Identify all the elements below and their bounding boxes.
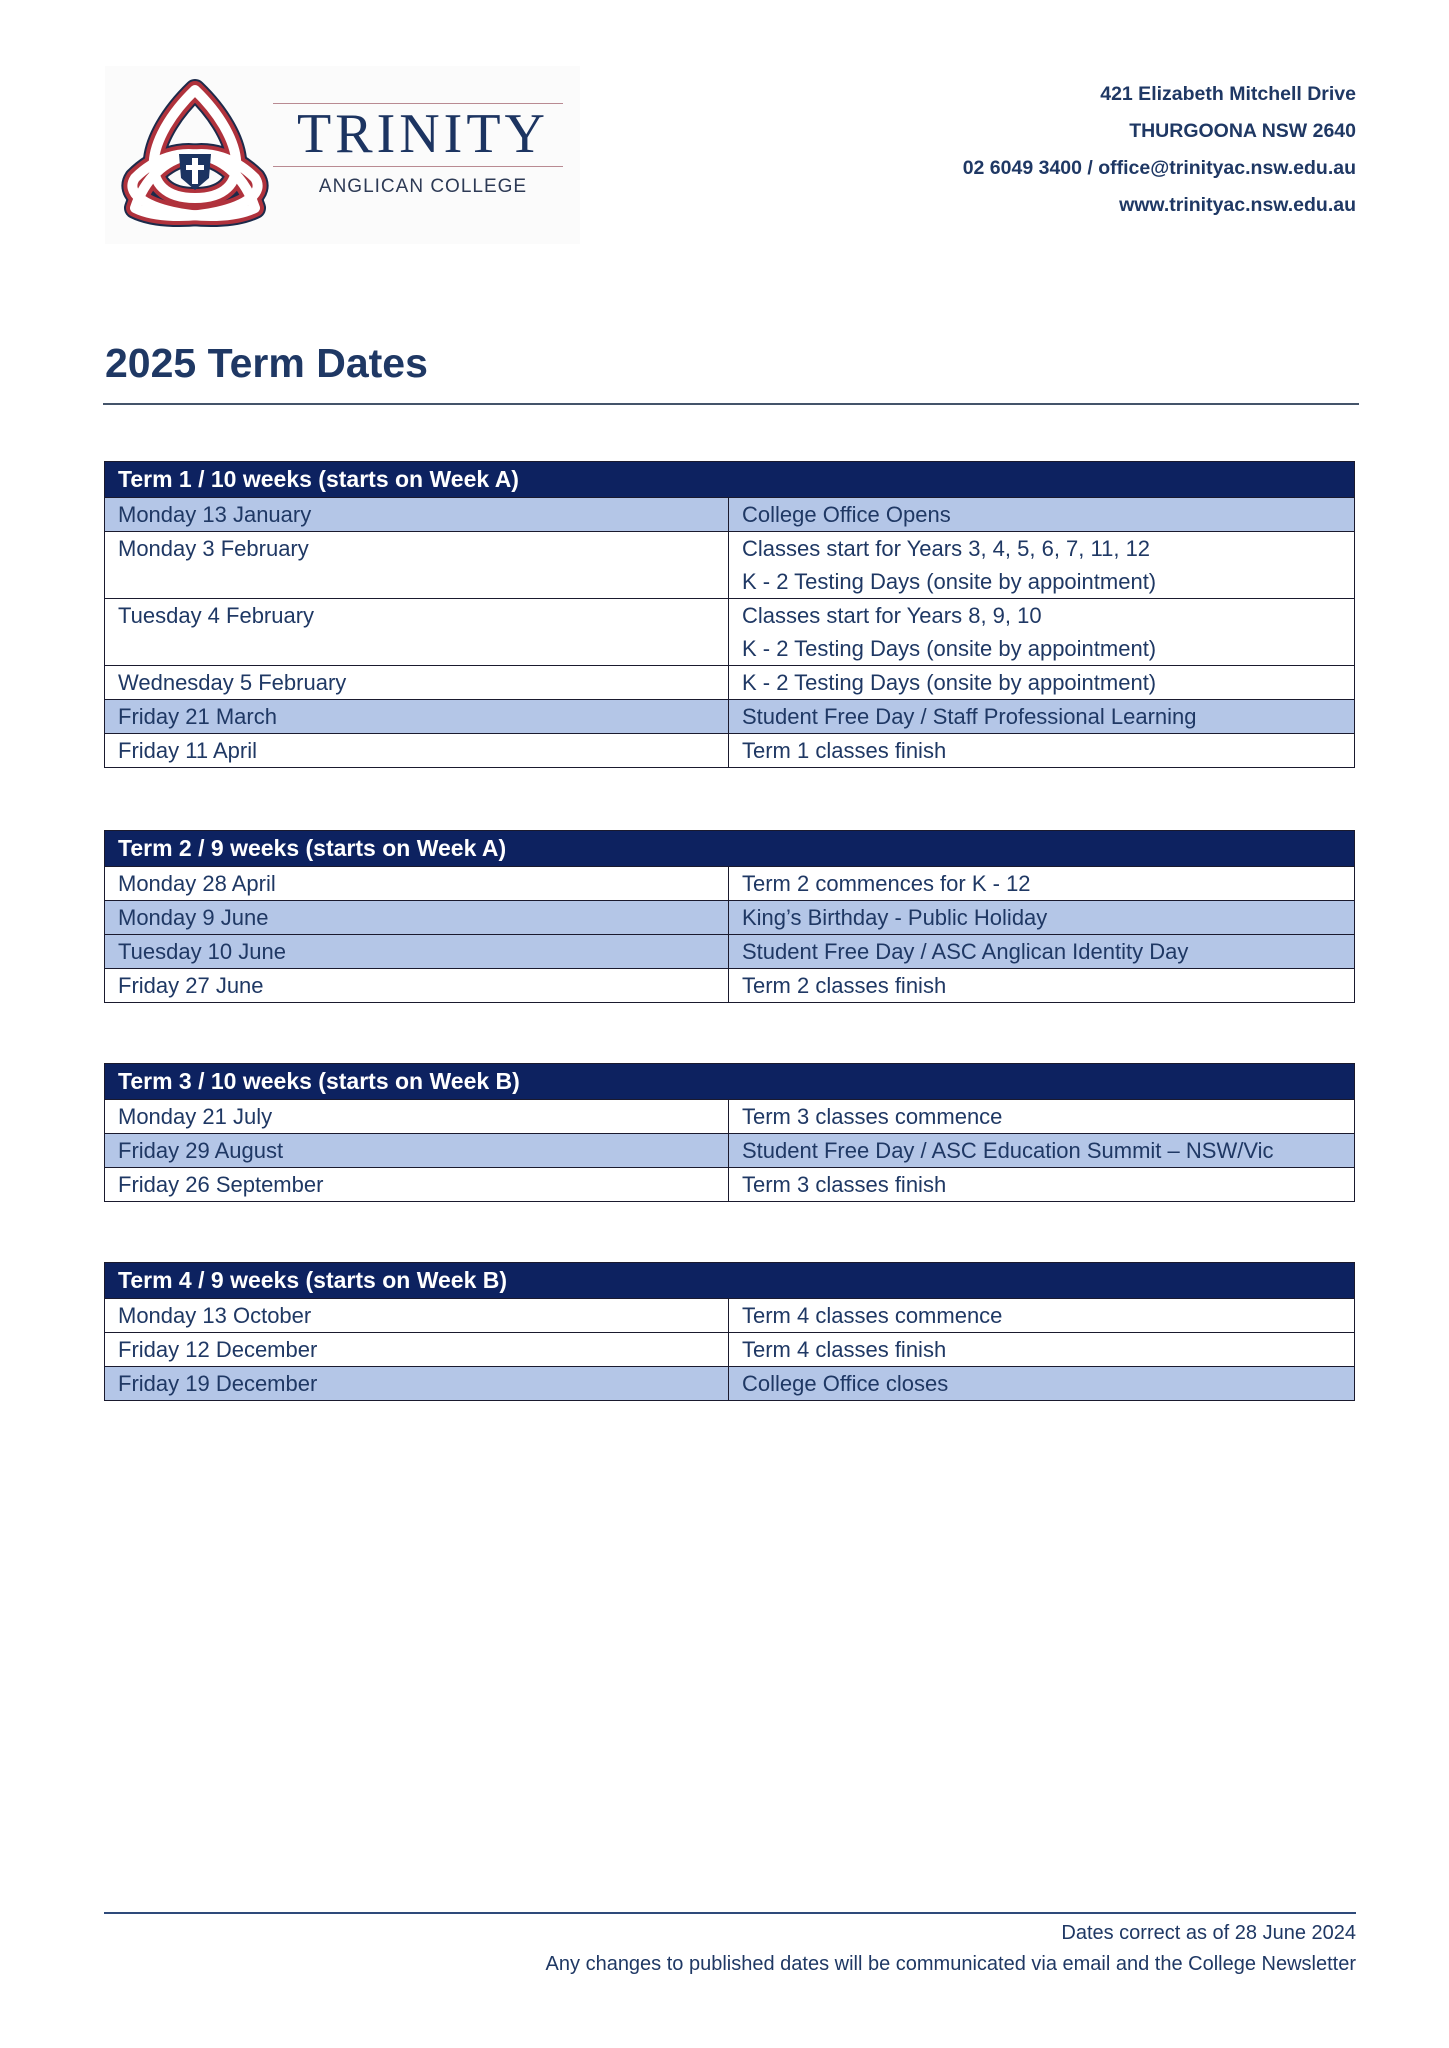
event-text: Student Free Day / ASC Anglican Identity Day (742, 939, 1189, 964)
date-cell: Monday 13 January (105, 498, 729, 531)
date-cell: Monday 13 October (105, 1299, 729, 1332)
date-cell: Friday 26 September (105, 1168, 729, 1201)
address-website: www.trinityac.nsw.edu.au (1119, 194, 1356, 216)
term-1-table (104, 461, 1355, 768)
table-row (105, 699, 1354, 733)
event-text: Term 2 classes finish (742, 973, 947, 998)
event-cell (729, 734, 1354, 767)
table-row (105, 968, 1354, 1002)
term-3-table (104, 1063, 1355, 1202)
date-cell: Monday 28 April (105, 867, 729, 900)
date-cell: Friday 29 August (105, 1134, 729, 1167)
table-row (105, 934, 1354, 968)
date-cell: Monday 21 July (105, 1100, 729, 1133)
event-cell (729, 1134, 1354, 1167)
date-cell: Friday 21 March (105, 700, 729, 733)
date-cell: Friday 12 December (105, 1333, 729, 1366)
term-heading: Term 2 / 9 weeks (starts on Week A) (105, 831, 1354, 866)
event-text: Student Free Day / ASC Education Summit – NSW/Vic (742, 1138, 1274, 1163)
event-text: Classes start for Years 3, 4, 5, 6, 7, 11, 12 (742, 536, 1151, 561)
event-text: K - 2 Testing Days (onsite by appointment) (742, 569, 1157, 594)
college-logo (105, 66, 580, 244)
title-divider (103, 403, 1359, 405)
trinity-knot-icon (115, 78, 275, 228)
event-cell (729, 1299, 1354, 1332)
page-title: 2025 Term Dates (105, 340, 428, 386)
address-contact: 02 6049 3400 / office@trinityac.nsw.edu.au (962, 157, 1356, 179)
table-row (105, 900, 1354, 934)
event-text: Term 4 classes commence (742, 1303, 1003, 1328)
date-cell: Wednesday 5 February (105, 666, 729, 699)
event-text: Term 1 classes finish (742, 738, 947, 763)
term-4-table (104, 1262, 1355, 1401)
address-suburb: THURGOONA NSW 2640 (1129, 120, 1356, 142)
event-cell (729, 1367, 1354, 1400)
table-row (105, 1133, 1354, 1167)
date-cell: Friday 19 December (105, 1367, 729, 1400)
logo-wordmark: TRINITY (297, 103, 549, 165)
event-cell (729, 969, 1354, 1002)
event-cell (729, 1333, 1354, 1366)
event-cell (729, 1100, 1354, 1133)
event-text: College Office Opens (742, 502, 951, 527)
term-2-table (104, 830, 1355, 1003)
table-row (105, 1332, 1354, 1366)
date-cell: Monday 9 June (105, 901, 729, 934)
event-cell (729, 498, 1354, 531)
college-address (963, 76, 1356, 224)
event-text: Term 3 classes commence (742, 1104, 1003, 1129)
event-cell (729, 867, 1354, 900)
footer-changes-note: Any changes to published dates will be communicated via email and the College Newsletter (545, 1953, 1356, 1975)
event-cell (729, 901, 1354, 934)
date-cell: Tuesday 4 February (105, 599, 729, 665)
term-heading: Term 1 / 10 weeks (starts on Week A) (105, 462, 1354, 497)
logo-rule-bottom (273, 166, 563, 167)
term-heading: Term 3 / 10 weeks (starts on Week B) (105, 1064, 1354, 1099)
event-text: K - 2 Testing Days (onsite by appointment) (742, 636, 1157, 661)
table-row (105, 733, 1354, 767)
table-row (105, 497, 1354, 531)
footer-date-note: Dates correct as of 28 June 2024 (1061, 1922, 1356, 1944)
date-cell: Tuesday 10 June (105, 935, 729, 968)
logo-subtitle: ANGLICAN COLLEGE (318, 176, 528, 197)
table-row (105, 866, 1354, 900)
event-cell (729, 599, 1354, 665)
event-text: K - 2 Testing Days (onsite by appointment) (742, 670, 1157, 695)
table-row (105, 1099, 1354, 1133)
event-text: Term 3 classes finish (742, 1172, 947, 1197)
event-text: Term 2 commences for K - 12 (742, 871, 1031, 896)
event-cell (729, 1168, 1354, 1201)
date-cell: Friday 27 June (105, 969, 729, 1002)
table-row (105, 598, 1354, 665)
footer-divider (104, 1912, 1356, 1914)
date-cell: Monday 3 February (105, 532, 729, 598)
event-text: Term 4 classes finish (742, 1337, 947, 1362)
table-row (105, 531, 1354, 598)
event-text: Student Free Day / Staff Professional Learning (742, 704, 1197, 729)
footer (546, 1918, 1356, 1980)
event-cell (729, 935, 1354, 968)
event-cell (729, 532, 1354, 598)
date-cell: Friday 11 April (105, 734, 729, 767)
term-heading: Term 4 / 9 weeks (starts on Week B) (105, 1263, 1354, 1298)
event-text: Classes start for Years 8, 9, 10 (742, 603, 1042, 628)
address-street: 421 Elizabeth Mitchell Drive (1100, 83, 1356, 105)
event-text: College Office closes (742, 1371, 949, 1396)
event-cell (729, 666, 1354, 699)
event-cell (729, 700, 1354, 733)
table-row (105, 1366, 1354, 1400)
table-row (105, 665, 1354, 699)
event-text: King’s Birthday - Public Holiday (742, 905, 1048, 930)
table-row (105, 1298, 1354, 1332)
table-row (105, 1167, 1354, 1201)
